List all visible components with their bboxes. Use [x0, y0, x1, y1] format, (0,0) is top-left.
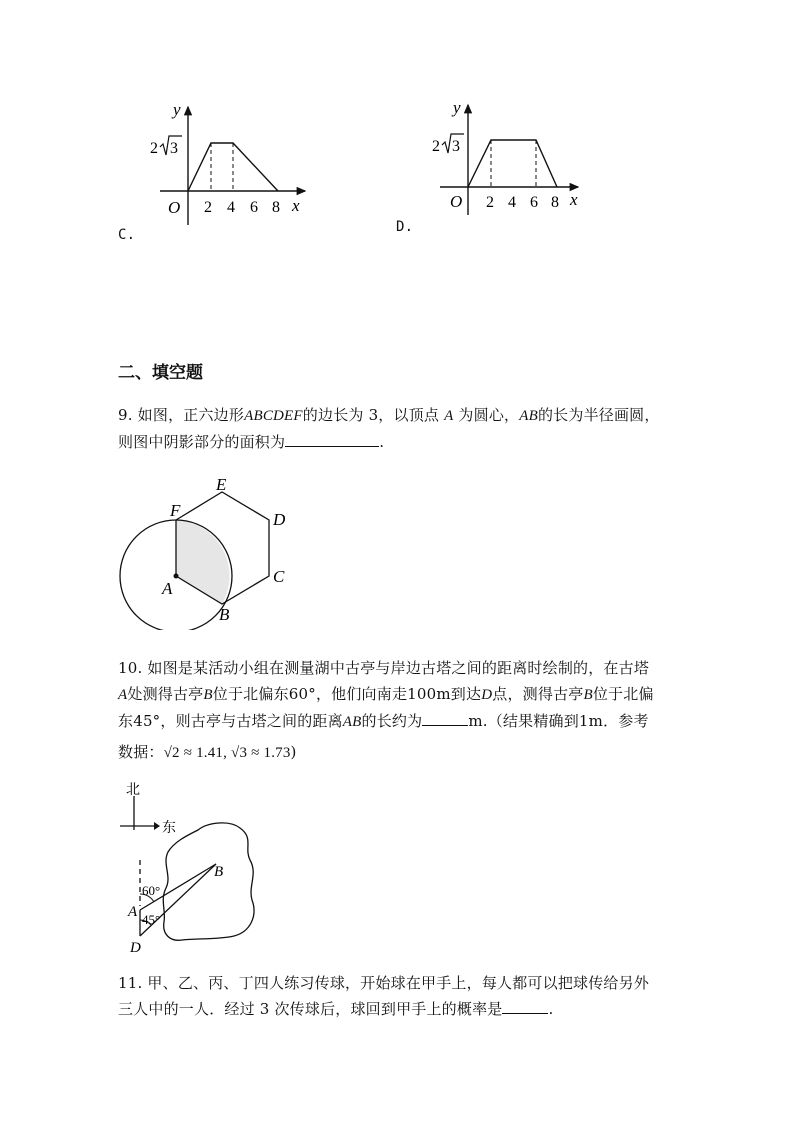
x-tick-8: 8	[272, 199, 280, 216]
label-B: B	[214, 864, 224, 880]
y-axis-label: y	[173, 100, 181, 119]
x-axis-label: x	[570, 190, 578, 209]
q10-answer-blank[interactable]	[422, 710, 468, 726]
q11-line-1: 11. 甲、乙、丙、丁四人练习传球，开始球在甲手上，每人都可以把球传给另外	[118, 974, 650, 992]
option-c-label: C.	[118, 227, 136, 243]
lake-outline	[163, 823, 254, 940]
q11-answer-blank[interactable]	[502, 998, 548, 1014]
graph-c	[140, 95, 320, 235]
q10-line-1: 10. 如图是某活动小组在测量湖中古亭与岸边古塔之间的距离时绘制的，在古塔	[118, 659, 650, 677]
q9-figure	[112, 470, 312, 630]
shaded-sector	[176, 520, 230, 604]
svg-text:3: 3	[452, 138, 460, 155]
q10-figure	[112, 782, 282, 957]
center-point	[174, 574, 179, 579]
label-A: A	[162, 579, 173, 598]
function-graph	[468, 140, 557, 187]
q9-answer-blank[interactable]	[285, 431, 379, 447]
label-F: F	[170, 501, 181, 520]
x-tick-4: 4	[227, 199, 235, 216]
origin-label: O	[168, 198, 181, 217]
q11-text	[118, 970, 698, 1022]
x-tick-6: 6	[530, 194, 538, 211]
x-axis-label: x	[292, 196, 300, 215]
q10-line-4: 数据：√2 ≈ 1.41, √3 ≈ 1.73)	[118, 743, 297, 761]
q10-text	[118, 655, 698, 766]
graph-d	[420, 95, 600, 235]
x-tick-6: 6	[250, 199, 258, 216]
x-tick-2: 2	[204, 199, 212, 216]
label-D: D	[273, 510, 286, 529]
label-E: E	[216, 475, 227, 494]
compass	[120, 782, 176, 836]
x-tick-4: 4	[508, 194, 516, 211]
q9-line-1: 9. 如图，正六边形ABCDEF的边长为 3，以顶点 A 为圆心，AB的长为半径画圆，	[118, 406, 660, 424]
x-tick-2: 2	[486, 194, 494, 211]
svg-text:3: 3	[170, 140, 178, 157]
option-d-label: D.	[396, 219, 414, 235]
x-tick-8: 8	[551, 194, 559, 211]
svg-text:2: 2	[432, 138, 440, 155]
east-label: 东	[162, 821, 176, 836]
label-A: A	[128, 904, 138, 920]
q11-line-2: 三人中的一人．经过 3 次传球后，球回到甲手上的概率是 .	[118, 1000, 554, 1018]
svg-text:2: 2	[150, 140, 158, 157]
label-C: C	[273, 567, 285, 586]
q9-text	[118, 402, 698, 455]
y-tick-label	[150, 136, 182, 157]
label-D: D	[130, 940, 141, 956]
q9-line-2: 则图中阴影部分的面积为 .	[118, 433, 385, 451]
section-title: 二、填空题	[118, 363, 203, 383]
angle-60-label: 60°	[142, 883, 161, 898]
y-axis-label: y	[453, 98, 461, 117]
north-label: 北	[126, 783, 140, 798]
y-tick-label	[432, 134, 464, 155]
label-B: B	[219, 605, 230, 624]
q10-line-3: 东45°，则古亭与古塔之间的距离AB的长约为 m.（结果精确到1m．参考	[118, 712, 649, 730]
q10-line-2: A处测得古亭B位于北偏东60°，他们向南走100m到达D点，测得古亭B位于北偏	[118, 685, 654, 703]
origin-label: O	[450, 192, 463, 211]
angle-45-label: 45°	[142, 912, 161, 927]
